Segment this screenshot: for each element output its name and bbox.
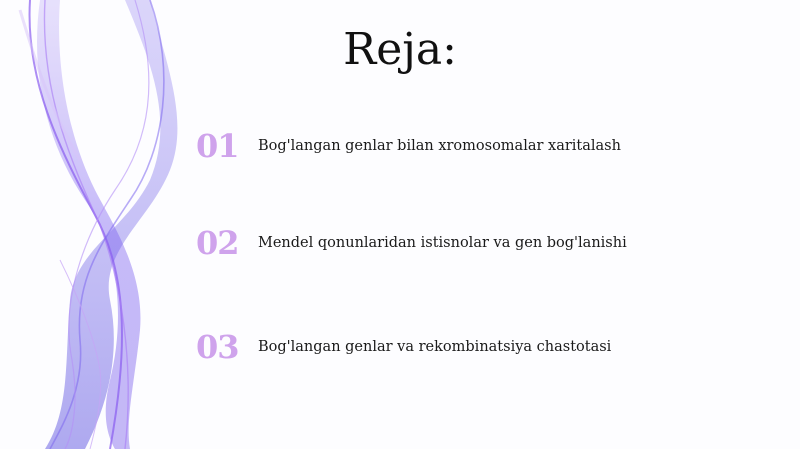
item-number: 02 bbox=[196, 224, 239, 262]
slide-title: Reja: bbox=[343, 24, 457, 75]
list-item bbox=[196, 325, 611, 369]
list-item bbox=[196, 221, 627, 265]
item-number: 01 bbox=[196, 127, 239, 165]
list-item bbox=[196, 124, 621, 168]
item-number: 03 bbox=[196, 328, 239, 366]
item-text: Mendel qonunlaridan istisnolar va gen bog'lanishi bbox=[258, 235, 627, 251]
smoke-ribbon-decoration bbox=[0, 0, 220, 449]
item-text: Bog'langan genlar va rekombinatsiya chastotasi bbox=[258, 339, 612, 355]
item-text: Bog'langan genlar bilan xromosomalar xaritalash bbox=[258, 138, 621, 154]
